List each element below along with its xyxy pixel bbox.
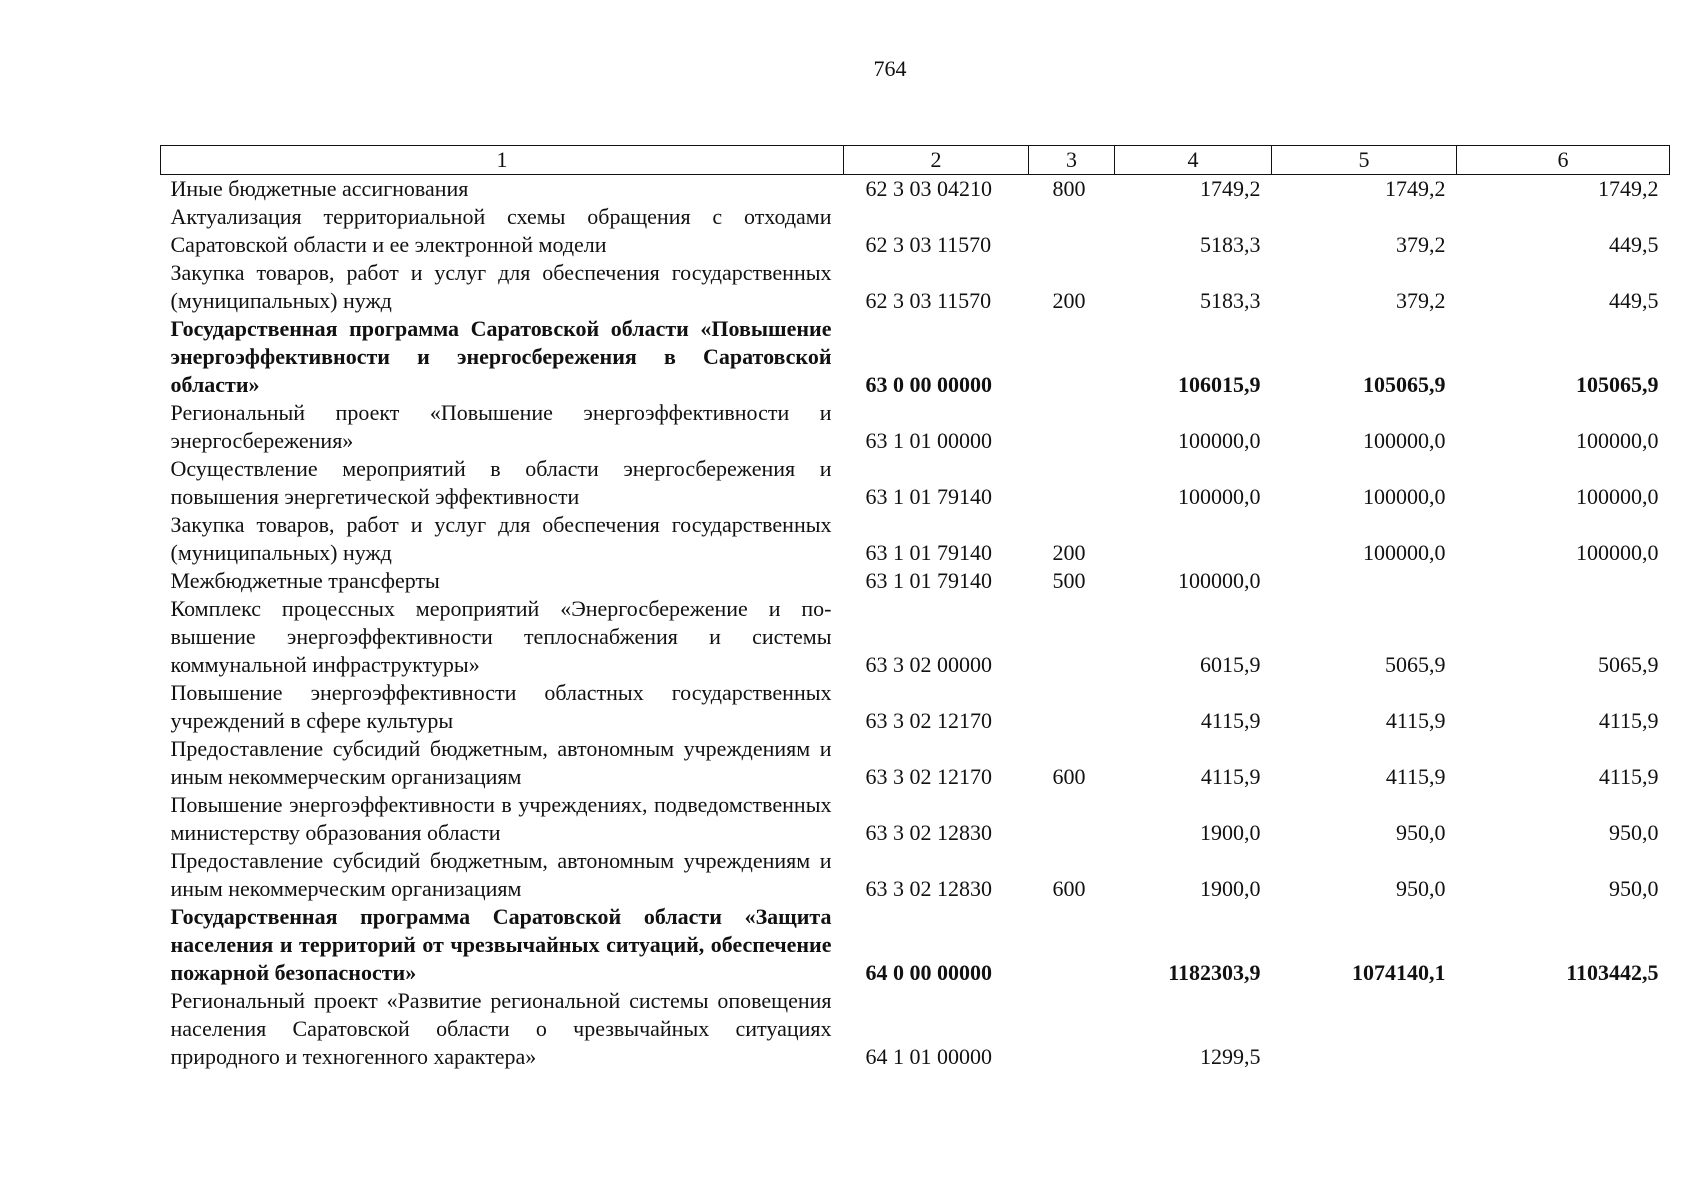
row-value-col5: 4115,9 — [1385, 708, 1446, 733]
row-value-col4: 1900,0 — [1200, 876, 1261, 901]
header-col-3: 3 — [1029, 146, 1115, 175]
row-code: 63 3 02 12830 — [865, 820, 992, 845]
row-name: Комплекс процессных мероприятий «Энергосбережение и повышение энергоэффективности теплоснабжения и системы коммунальной инфраструктуры» — [170, 596, 832, 677]
table-row — [161, 987, 1670, 1071]
row-name: Предоставление субсидий бюджетным, автономным учреждениям и иным некоммерческим организациям — [170, 736, 832, 789]
row-code: 63 1 01 79140 — [865, 540, 992, 565]
row-code: 63 1 01 79140 — [865, 484, 992, 509]
row-expense-type — [1029, 203, 1115, 259]
row-name: Региональный проект «Развитие региональной системы оповещения населения Саратовской области о чрезвычайных ситуациях природного и техногенного характера» — [170, 988, 832, 1069]
row-value-col6: 1749,2 — [1598, 176, 1659, 201]
header-row — [161, 146, 1670, 175]
table-row — [161, 735, 1670, 791]
table-header — [161, 146, 1670, 175]
row-code: 62 3 03 11570 — [865, 232, 992, 257]
row-value-col4: 1299,5 — [1200, 1044, 1261, 1069]
row-expense-type — [1029, 315, 1115, 399]
row-value-col5: 100000,0 — [1363, 428, 1446, 453]
table-row — [161, 595, 1670, 679]
row-value-col6: 4115,9 — [1598, 764, 1659, 789]
row-code: 62 3 03 04210 — [865, 176, 992, 201]
row-expense-type — [1029, 791, 1115, 847]
row-name: Закупка товаров, работ и услуг для обеспечения государственных (муниципальных) нужд — [170, 512, 832, 565]
row-value-col5: 1074140,1 — [1352, 960, 1446, 985]
row-value-col6: 1103442,5 — [1566, 960, 1659, 985]
row-name: Иные бюджетные ассигнования — [170, 176, 469, 201]
row-value-col6: 449,5 — [1609, 288, 1659, 313]
row-value-col4: 100000,0 — [1178, 568, 1261, 593]
row-value-col6: 100000,0 — [1576, 540, 1659, 565]
row-value-col5: 105065,9 — [1363, 372, 1446, 397]
row-name: Актуализация территориальной схемы обращения с отходами Саратовской области и ее электронной модели — [170, 204, 832, 257]
row-value-col5: 5065,9 — [1385, 652, 1446, 677]
row-value-col5: 100000,0 — [1363, 540, 1446, 565]
row-value-col6 — [1457, 567, 1670, 595]
row-code: 63 3 02 12170 — [865, 708, 992, 733]
row-code: 62 3 03 11570 — [865, 288, 992, 313]
row-value-col4: 4115,9 — [1200, 708, 1261, 733]
row-value-col4: 1182303,9 — [1168, 960, 1261, 985]
table-row — [161, 315, 1670, 399]
row-expense-type: 200 — [1052, 540, 1086, 565]
row-value-col5: 950,0 — [1396, 820, 1446, 845]
header-col-6: 6 — [1457, 146, 1670, 175]
row-code: 64 1 01 00000 — [865, 1044, 992, 1069]
row-value-col5 — [1272, 987, 1457, 1071]
row-name: Закупка товаров, работ и услуг для обеспечения государственных (муниципальных) нужд — [170, 260, 832, 313]
row-value-col4: 100000,0 — [1178, 484, 1261, 509]
row-value-col5: 1749,2 — [1385, 176, 1446, 201]
header-col-1: 1 — [161, 146, 844, 175]
row-expense-type: 600 — [1052, 876, 1086, 901]
row-value-col5: 100000,0 — [1363, 484, 1446, 509]
row-value-col6: 105065,9 — [1576, 372, 1659, 397]
table-row — [161, 791, 1670, 847]
budget-table — [160, 145, 1670, 1071]
row-value-col6: 100000,0 — [1576, 484, 1659, 509]
row-value-col6: 5065,9 — [1598, 652, 1659, 677]
row-code: 63 0 00 00000 — [865, 372, 992, 397]
row-name: Повышение энергоэффективности областных государственных учреждений в сфере культуры — [170, 680, 832, 733]
row-name: Предоставление субсидий бюджетным, автономным учреждениям и иным некоммерческим организациям — [170, 848, 832, 901]
row-value-col4: 5183,3 — [1200, 232, 1261, 257]
row-name: Повышение энергоэффективности в учреждениях, подведомственных министерству образования области — [170, 792, 832, 845]
row-value-col5: 379,2 — [1396, 288, 1446, 313]
row-value-col4: 5183,3 — [1200, 288, 1261, 313]
row-expense-type: 600 — [1052, 764, 1086, 789]
row-code: 63 3 02 12830 — [865, 876, 992, 901]
table-row — [161, 847, 1670, 903]
row-value-col5 — [1272, 567, 1457, 595]
row-expense-type — [1029, 987, 1115, 1071]
row-value-col6: 950,0 — [1609, 876, 1659, 901]
row-expense-type — [1029, 903, 1115, 987]
row-value-col4 — [1115, 511, 1272, 567]
row-expense-type — [1029, 399, 1115, 455]
row-expense-type — [1029, 595, 1115, 679]
row-value-col6: 950,0 — [1609, 820, 1659, 845]
row-name: Государственная программа Саратовской области «Повышение энергоэффективности и энергосбережения в Саратовской области» — [170, 316, 832, 397]
row-value-col5: 379,2 — [1396, 232, 1446, 257]
row-name: Государственная программа Саратовской области «Защита населения и территорий от чрезвычайных ситуаций, обеспечение пожарной безопасности» — [170, 904, 832, 985]
row-value-col6: 4115,9 — [1598, 708, 1659, 733]
table-row — [161, 455, 1670, 511]
table-row — [161, 903, 1670, 987]
table-row — [161, 175, 1670, 204]
table-row — [161, 567, 1670, 595]
table-body — [161, 175, 1670, 1072]
row-code: 63 3 02 00000 — [865, 652, 992, 677]
row-value-col4: 6015,9 — [1200, 652, 1261, 677]
table-row — [161, 259, 1670, 315]
row-expense-type: 500 — [1052, 568, 1086, 593]
row-code: 63 1 01 79140 — [865, 568, 992, 593]
row-code: 63 1 01 00000 — [865, 428, 992, 453]
row-value-col6 — [1457, 987, 1670, 1071]
row-expense-type: 800 — [1052, 176, 1086, 201]
row-value-col4: 4115,9 — [1200, 764, 1261, 789]
row-code: 63 3 02 12170 — [865, 764, 992, 789]
row-value-col4: 100000,0 — [1178, 428, 1261, 453]
table-row — [161, 679, 1670, 735]
row-value-col4: 106015,9 — [1178, 372, 1261, 397]
row-name: Осуществление мероприятий в области энергосбережения и повышения энергетической эффективности — [170, 456, 832, 509]
row-value-col6: 449,5 — [1609, 232, 1659, 257]
row-expense-type: 200 — [1052, 288, 1086, 313]
row-value-col4: 1900,0 — [1200, 820, 1261, 845]
row-value-col4: 1749,2 — [1200, 176, 1261, 201]
row-name: Региональный проект «Повышение энергоэффективности и энергосбережения» — [170, 400, 832, 453]
table-row — [161, 511, 1670, 567]
row-expense-type — [1029, 455, 1115, 511]
header-col-2: 2 — [844, 146, 1029, 175]
row-value-col5: 950,0 — [1396, 876, 1446, 901]
row-expense-type — [1029, 679, 1115, 735]
row-value-col6: 100000,0 — [1576, 428, 1659, 453]
header-col-4: 4 — [1115, 146, 1272, 175]
row-name: Межбюджетные трансферты — [170, 568, 440, 593]
table-row — [161, 203, 1670, 259]
table-row — [161, 399, 1670, 455]
row-value-col5: 4115,9 — [1385, 764, 1446, 789]
header-col-5: 5 — [1272, 146, 1457, 175]
page-number: 764 — [873, 56, 907, 81]
row-code: 64 0 00 00000 — [865, 960, 992, 985]
